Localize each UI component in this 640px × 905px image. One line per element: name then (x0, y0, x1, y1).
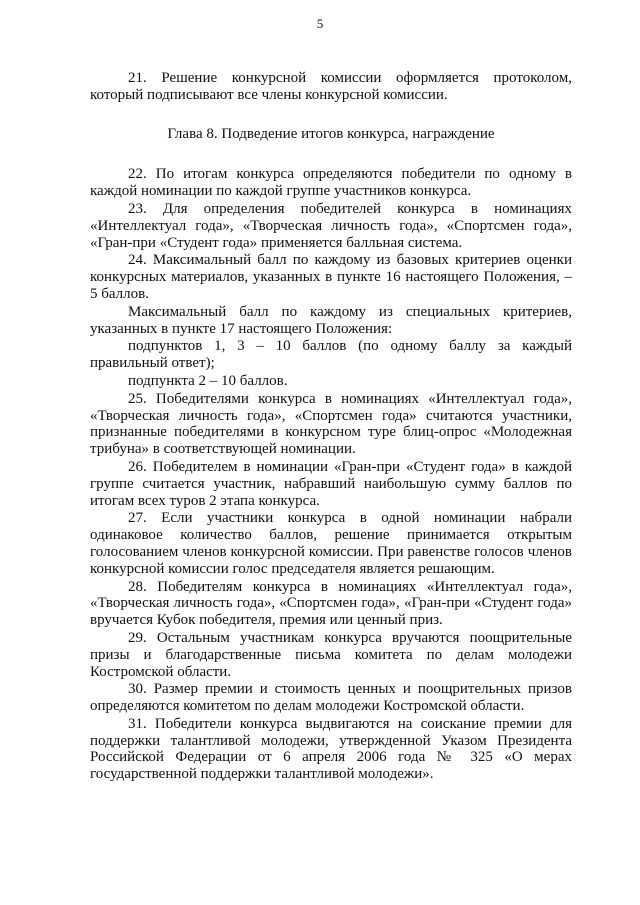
paragraph-24-subitem-2: подпункта 2 – 10 баллов. (128, 372, 288, 389)
paragraph-30: 30. Размер премии и стоимость ценных и поощрительных призов определяются комитетом по делам молодежи Костромской области. (90, 681, 572, 715)
paragraph-24: 24. Максимальный балл по каждому из базовых критериев оценки конкурсных материалов, указанных в пункте 16 настоящего Положения, – 5 баллов. (90, 252, 572, 302)
paragraph-21: 21. Решение конкурсной комиссии оформляется протоколом, который подписывают все члены конкурсной комиссии. (90, 70, 572, 103)
paragraph-31: 31. Победители конкурса выдвигаются на соискание премии для поддержки талантливой молодежи, утвержденной Указом Президента Российской Федерации от 6 апреля 2006 года № 325 «О мерах государственной поддержки талантливой молодежи». (90, 715, 572, 783)
page-number: 5 (316, 16, 324, 31)
paragraph-24-special: Максимальный балл по каждому из специальных критериев, указанных в пункте 17 настоящего Положения: (90, 303, 572, 337)
paragraph-23: 23. Для определения победителей конкурса в номинациях «Интеллектуал года», «Творческая личность года», «Спортсмен года», «Гран-при «Студент года» применяется балльная система. (90, 200, 572, 251)
document-body (90, 70, 572, 783)
chapter-heading: Глава 8. Подведение итогов конкурса, награждение (167, 125, 495, 142)
paragraph-25: 25. Победителями конкурса в номинациях «Интеллектуал года», «Творческая личность года», «Спортсмен года» считаются участники, признанные победителями в конкурсном туре блиц-опрос «Молодежная трибуна» в соответствующей номинации. (90, 390, 572, 458)
paragraph-24-subitems-1-3: подпунктов 1, 3 – 10 баллов (по одному баллу за каждый правильный ответ); (90, 338, 572, 372)
paragraph-22: 22. По итогам конкурса определяются победители по одному в каждой номинации по каждой группе участников конкурса. (90, 166, 572, 200)
paragraph-27: 27. Если участники конкурса в одной номинации набрали одинаковое количество баллов, решение принимается открытым голосованием членов конкурсной комиссии. При равенстве голосов членов конкурсной комиссии голос председателя является решающим. (90, 510, 572, 577)
paragraph-29: 29. Остальным участникам конкурса вручаются поощрительные призы и благодарственные письма комитета по делам молодежи Костромской области. (90, 629, 572, 680)
paragraph-28: 28. Победителям конкурса в номинациях «Интеллектуал года», «Творческая личность года», «Спортсмен года», «Гран-при «Студент года» вручается Кубок победителя, премия или ценный приз. (90, 578, 572, 629)
paragraph-26: 26. Победителем в номинации «Гран-при «Студент года» в каждой группе считается участник, набравший наибольшую сумму баллов по итогам всех туров 2 этапа конкурса. (90, 458, 572, 509)
